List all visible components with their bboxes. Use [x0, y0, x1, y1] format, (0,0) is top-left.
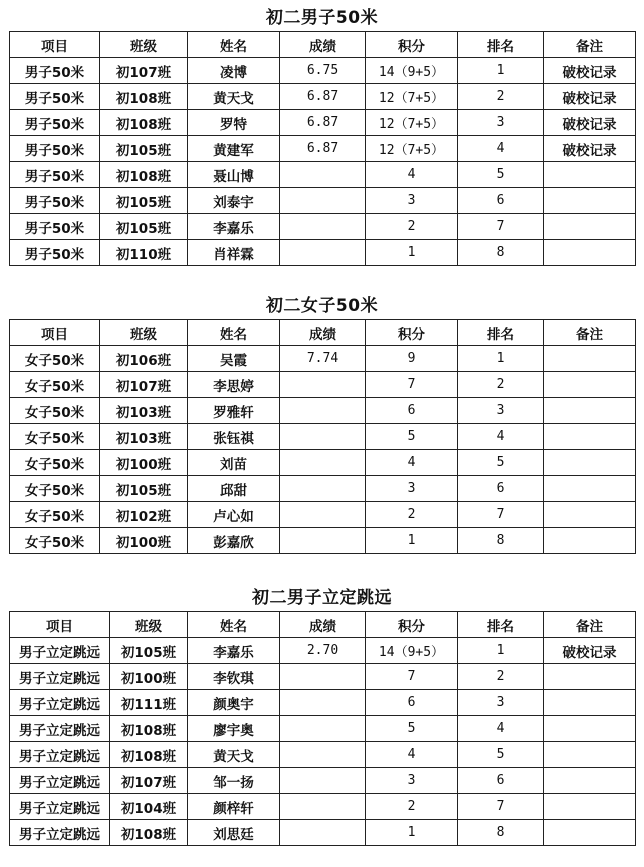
table-row — [10, 528, 636, 554]
rank-cell: 2 — [458, 84, 544, 110]
event-cell: 男子50米 — [10, 240, 100, 266]
rank-cell: 1 — [458, 346, 544, 372]
header-note: 备注 — [544, 320, 636, 346]
note-cell — [544, 424, 636, 450]
name-cell: 颜奥宇 — [188, 690, 280, 716]
header-score: 成绩 — [280, 320, 366, 346]
name-cell: 黄天戈 — [188, 742, 280, 768]
table-row — [10, 136, 636, 162]
name-cell: 吴霞 — [188, 346, 280, 372]
note-cell — [544, 372, 636, 398]
note-cell — [544, 450, 636, 476]
table-row — [10, 58, 636, 84]
table-row — [10, 346, 636, 372]
event-cell: 女子50米 — [10, 528, 100, 554]
name-cell: 刘思廷 — [188, 820, 280, 846]
table-row — [10, 424, 636, 450]
header-points: 积分 — [366, 320, 458, 346]
header-class: 班级 — [100, 320, 188, 346]
note-cell — [544, 794, 636, 820]
results-table — [9, 31, 636, 266]
note-cell — [544, 664, 636, 690]
score-cell — [280, 424, 366, 450]
points-cell: 9 — [366, 346, 458, 372]
score-cell — [280, 690, 366, 716]
points-cell: 4 — [366, 450, 458, 476]
note-cell — [544, 690, 636, 716]
score-cell: 2.70 — [280, 638, 366, 664]
header-points: 积分 — [366, 32, 458, 58]
points-cell: 5 — [366, 716, 458, 742]
score-cell — [280, 768, 366, 794]
table-row — [10, 476, 636, 502]
event-cell: 女子50米 — [10, 372, 100, 398]
score-cell — [280, 372, 366, 398]
points-cell: 4 — [366, 742, 458, 768]
note-cell: 破校记录 — [544, 136, 636, 162]
score-cell — [280, 240, 366, 266]
table-row — [10, 162, 636, 188]
section-boys-50m — [9, 5, 635, 266]
event-cell: 男子50米 — [10, 136, 100, 162]
points-cell: 3 — [366, 768, 458, 794]
section-boys-standing-long-jump — [9, 585, 635, 846]
event-cell: 男子立定跳远 — [10, 664, 110, 690]
event-cell: 女子50米 — [10, 450, 100, 476]
points-cell: 1 — [366, 820, 458, 846]
table-row — [10, 372, 636, 398]
rank-cell: 1 — [458, 58, 544, 84]
name-cell: 肖祥霖 — [188, 240, 280, 266]
event-cell: 女子50米 — [10, 346, 100, 372]
table-row — [10, 84, 636, 110]
header-rank: 排名 — [458, 612, 544, 638]
event-cell: 男子50米 — [10, 58, 100, 84]
note-cell — [544, 162, 636, 188]
score-cell — [280, 214, 366, 240]
header-score: 成绩 — [280, 32, 366, 58]
points-cell: 7 — [366, 664, 458, 690]
rank-cell: 7 — [458, 502, 544, 528]
score-cell — [280, 502, 366, 528]
header-note: 备注 — [544, 612, 636, 638]
table-row — [10, 742, 636, 768]
points-cell: 7 — [366, 372, 458, 398]
header-rank: 排名 — [458, 320, 544, 346]
class-cell: 初111班 — [110, 690, 188, 716]
class-cell: 初103班 — [100, 398, 188, 424]
header-name: 姓名 — [188, 32, 280, 58]
points-cell: 2 — [366, 214, 458, 240]
results-table — [9, 319, 636, 554]
points-cell: 14（9+5） — [366, 58, 458, 84]
name-cell: 黄建军 — [188, 136, 280, 162]
points-cell: 12（7+5） — [366, 84, 458, 110]
rank-cell: 8 — [458, 820, 544, 846]
section-title: 初二女子50米 — [265, 296, 379, 316]
points-cell: 2 — [366, 794, 458, 820]
rank-cell: 2 — [458, 664, 544, 690]
rank-cell: 7 — [458, 794, 544, 820]
table-row — [10, 794, 636, 820]
rank-cell: 8 — [458, 240, 544, 266]
section-title: 初二男子50米 — [265, 8, 379, 28]
name-cell: 邱甜 — [188, 476, 280, 502]
note-cell — [544, 346, 636, 372]
points-cell: 6 — [366, 690, 458, 716]
rank-cell: 5 — [458, 450, 544, 476]
rank-cell: 4 — [458, 136, 544, 162]
class-cell: 初105班 — [110, 638, 188, 664]
section-girls-50m — [9, 293, 635, 554]
score-cell: 6.87 — [280, 136, 366, 162]
score-cell — [280, 476, 366, 502]
table-row — [10, 820, 636, 846]
name-cell: 廖宇奥 — [188, 716, 280, 742]
points-cell: 14（9+5） — [366, 638, 458, 664]
event-cell: 男子立定跳远 — [10, 690, 110, 716]
header-score: 成绩 — [280, 612, 366, 638]
event-cell: 男子50米 — [10, 84, 100, 110]
class-cell: 初100班 — [110, 664, 188, 690]
rank-cell: 3 — [458, 110, 544, 136]
event-cell: 男子50米 — [10, 110, 100, 136]
table-row — [10, 398, 636, 424]
event-cell: 女子50米 — [10, 398, 100, 424]
rank-cell: 3 — [458, 690, 544, 716]
class-cell: 初110班 — [100, 240, 188, 266]
note-cell — [544, 820, 636, 846]
table-row — [10, 638, 636, 664]
class-cell: 初108班 — [100, 84, 188, 110]
note-cell — [544, 398, 636, 424]
rank-cell: 5 — [458, 162, 544, 188]
class-cell: 初105班 — [100, 136, 188, 162]
note-cell — [544, 240, 636, 266]
rank-cell: 2 — [458, 372, 544, 398]
score-cell — [280, 450, 366, 476]
points-cell: 12（7+5） — [366, 110, 458, 136]
points-cell: 5 — [366, 424, 458, 450]
note-cell: 破校记录 — [544, 58, 636, 84]
header-event: 项目 — [10, 320, 100, 346]
table-row — [10, 690, 636, 716]
results-table — [9, 611, 636, 846]
table-row — [10, 502, 636, 528]
name-cell: 颜梓轩 — [188, 794, 280, 820]
rank-cell: 6 — [458, 768, 544, 794]
score-cell — [280, 188, 366, 214]
header-note: 备注 — [544, 32, 636, 58]
event-cell: 女子50米 — [10, 476, 100, 502]
event-cell: 女子50米 — [10, 502, 100, 528]
score-cell — [280, 742, 366, 768]
score-cell — [280, 820, 366, 846]
note-cell — [544, 716, 636, 742]
class-cell: 初102班 — [100, 502, 188, 528]
score-cell: 6.87 — [280, 110, 366, 136]
name-cell: 张钰祺 — [188, 424, 280, 450]
score-cell — [280, 398, 366, 424]
class-cell: 初104班 — [110, 794, 188, 820]
class-cell: 初108班 — [110, 742, 188, 768]
rank-cell: 8 — [458, 528, 544, 554]
table-row — [10, 214, 636, 240]
header-name: 姓名 — [188, 612, 280, 638]
table-row — [10, 188, 636, 214]
class-cell: 初108班 — [100, 110, 188, 136]
class-cell: 初107班 — [100, 372, 188, 398]
header-event: 项目 — [10, 32, 100, 58]
name-cell: 李嘉乐 — [188, 638, 280, 664]
name-cell: 李嘉乐 — [188, 214, 280, 240]
class-cell: 初108班 — [110, 716, 188, 742]
table-row — [10, 664, 636, 690]
event-cell: 女子50米 — [10, 424, 100, 450]
points-cell: 1 — [366, 528, 458, 554]
points-cell: 12（7+5） — [366, 136, 458, 162]
rank-cell: 1 — [458, 638, 544, 664]
name-cell: 李思婷 — [188, 372, 280, 398]
score-cell: 6.75 — [280, 58, 366, 84]
class-cell: 初107班 — [110, 768, 188, 794]
class-cell: 初107班 — [100, 58, 188, 84]
note-cell: 破校记录 — [544, 110, 636, 136]
score-cell — [280, 528, 366, 554]
class-cell: 初105班 — [100, 214, 188, 240]
name-cell: 卢心如 — [188, 502, 280, 528]
class-cell: 初105班 — [100, 476, 188, 502]
class-cell: 初108班 — [100, 162, 188, 188]
score-cell: 7.74 — [280, 346, 366, 372]
points-cell: 3 — [366, 476, 458, 502]
event-cell: 男子立定跳远 — [10, 638, 110, 664]
table-row — [10, 768, 636, 794]
class-cell: 初105班 — [100, 188, 188, 214]
rank-cell: 7 — [458, 214, 544, 240]
points-cell: 4 — [366, 162, 458, 188]
name-cell: 刘苗 — [188, 450, 280, 476]
name-cell: 邹一扬 — [188, 768, 280, 794]
class-cell: 初100班 — [100, 528, 188, 554]
event-cell: 男子立定跳远 — [10, 820, 110, 846]
score-cell — [280, 794, 366, 820]
event-cell: 男子立定跳远 — [10, 742, 110, 768]
note-cell — [544, 214, 636, 240]
header-row — [10, 320, 636, 346]
name-cell: 刘泰宇 — [188, 188, 280, 214]
header-rank: 排名 — [458, 32, 544, 58]
rank-cell: 5 — [458, 742, 544, 768]
score-cell — [280, 162, 366, 188]
event-cell: 男子立定跳远 — [10, 768, 110, 794]
score-cell — [280, 664, 366, 690]
name-cell: 李钦琪 — [188, 664, 280, 690]
header-event: 项目 — [10, 612, 110, 638]
header-points: 积分 — [366, 612, 458, 638]
note-cell: 破校记录 — [544, 638, 636, 664]
rank-cell: 6 — [458, 188, 544, 214]
class-cell: 初108班 — [110, 820, 188, 846]
note-cell — [544, 502, 636, 528]
table-row — [10, 240, 636, 266]
note-cell — [544, 476, 636, 502]
note-cell — [544, 528, 636, 554]
score-cell: 6.87 — [280, 84, 366, 110]
rank-cell: 3 — [458, 398, 544, 424]
event-cell: 男子立定跳远 — [10, 716, 110, 742]
note-cell — [544, 742, 636, 768]
rank-cell: 4 — [458, 424, 544, 450]
table-row — [10, 716, 636, 742]
class-cell: 初106班 — [100, 346, 188, 372]
name-cell: 聂山博 — [188, 162, 280, 188]
points-cell: 1 — [366, 240, 458, 266]
header-row — [10, 612, 636, 638]
note-cell: 破校记录 — [544, 84, 636, 110]
points-cell: 6 — [366, 398, 458, 424]
header-name: 姓名 — [188, 320, 280, 346]
section-title: 初二男子立定跳远 — [252, 588, 392, 608]
table-row — [10, 110, 636, 136]
name-cell: 黄天戈 — [188, 84, 280, 110]
class-cell: 初103班 — [100, 424, 188, 450]
score-cell — [280, 716, 366, 742]
table-row — [10, 450, 636, 476]
event-cell: 男子立定跳远 — [10, 794, 110, 820]
points-cell: 2 — [366, 502, 458, 528]
event-cell: 男子50米 — [10, 162, 100, 188]
event-cell: 男子50米 — [10, 188, 100, 214]
rank-cell: 6 — [458, 476, 544, 502]
rank-cell: 4 — [458, 716, 544, 742]
class-cell: 初100班 — [100, 450, 188, 476]
note-cell — [544, 188, 636, 214]
header-row — [10, 32, 636, 58]
name-cell: 彭嘉欣 — [188, 528, 280, 554]
points-cell: 3 — [366, 188, 458, 214]
header-class: 班级 — [100, 32, 188, 58]
event-cell: 男子50米 — [10, 214, 100, 240]
note-cell — [544, 768, 636, 794]
name-cell: 凌博 — [188, 58, 280, 84]
name-cell: 罗雅轩 — [188, 398, 280, 424]
header-class: 班级 — [110, 612, 188, 638]
name-cell: 罗特 — [188, 110, 280, 136]
